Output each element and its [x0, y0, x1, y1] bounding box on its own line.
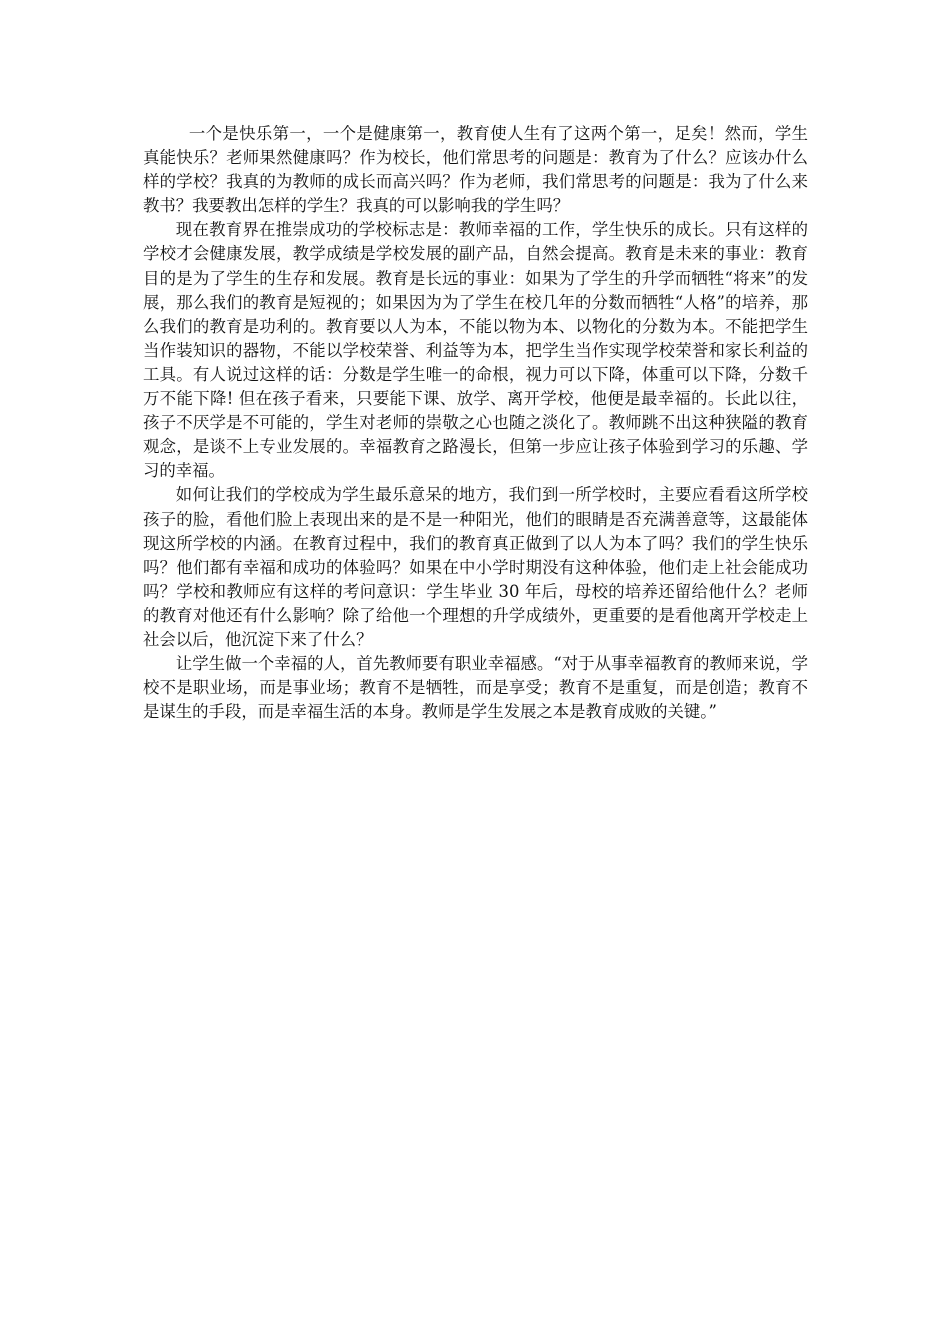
paragraph-4: 让学生做一个幸福的人，首先教师要有职业幸福感。“对于从事幸福教育的教师来说，学校不是职业场，而是事业场；教育不是牺牲，而是享受；教育不是重复，而是创造；教育不是谋生的手段，而是幸福生活的本身。教师是学生发展之本是教育成败的关键。”	[143, 654, 808, 722]
paragraph-1: 一个是快乐第一，一个是健康第一，教育使人生有了这两个第一，足矣！然而，学生真能快乐？老师果然健康吗？作为校长，他们常思考的问题是：教育为了什么？应该办什么样的学校？我真的为教师的成长而高兴吗？作为老师，我们常思考的问题是：我为了什么来教书？我要教出怎样的学生？我真的可以影响我的学生吗？	[143, 124, 808, 216]
paragraph-2: 现在教育界在推崇成功的学校标志是：教师幸福的工作，学生快乐的成长。只有这样的学校才会健康发展，教学成绩是学校发展的副产品，自然会提高。教育是未来的事业：教育目的是为了学生的生存和发展。教育是长远的事业：如果为了学生的升学而牺牲“将来”的发展，那么我们的教育是短视的；如果因为为了学生在校几年的分数而牺牲“人格”的培养，那么我们的教育是功利的。教育要以人为本，不能以物为本、以物化的分数为本。不能把学生当作装知识的器物，不能以学校荣誉、利益等为本，把学生当作实现学校荣誉和家长利益的工具。有人说过这样的话：分数是学生唯一的命根，视力可以下降，体重可以下降，分数千万不能下降! 但在孩子看来，只要能下课、放学、离开学校，他便是最幸福的。长此以往，孩子不厌学是不可能的，学生对老师的崇敬之心也随之淡化了。教师跳不出这种狭隘的教育观念，是谈不上专业发展的。幸福教育之路漫长，但第一步应让孩子体验到学习的乐趣、学习的幸福。	[143, 220, 808, 481]
paragraph-3: 如何让我们的学校成为学生最乐意呆的地方，我们到一所学校时，主要应看看这所学校孩子的脸，看他们脸上表现出来的是不是一种阳光，他们的眼睛是否充满善意等，这最能体现这所学校的内涵。在教育过程中，我们的教育真正做到了以人为本了吗？我们的学生快乐吗？他们都有幸福和成功的体验吗？如果在中小学时期没有这种体验，他们走上社会能成功吗？学校和教师应有这样的考问意识：学生毕业 30 年后，母校的培养还留给他什么？老师的教育对他还有什么影响？除了给他一个理想的升学成绩外，更重要的是看他离开学校走上社会以后，他沉淀下来了什么？	[143, 485, 808, 649]
document-body	[143, 122, 808, 724]
